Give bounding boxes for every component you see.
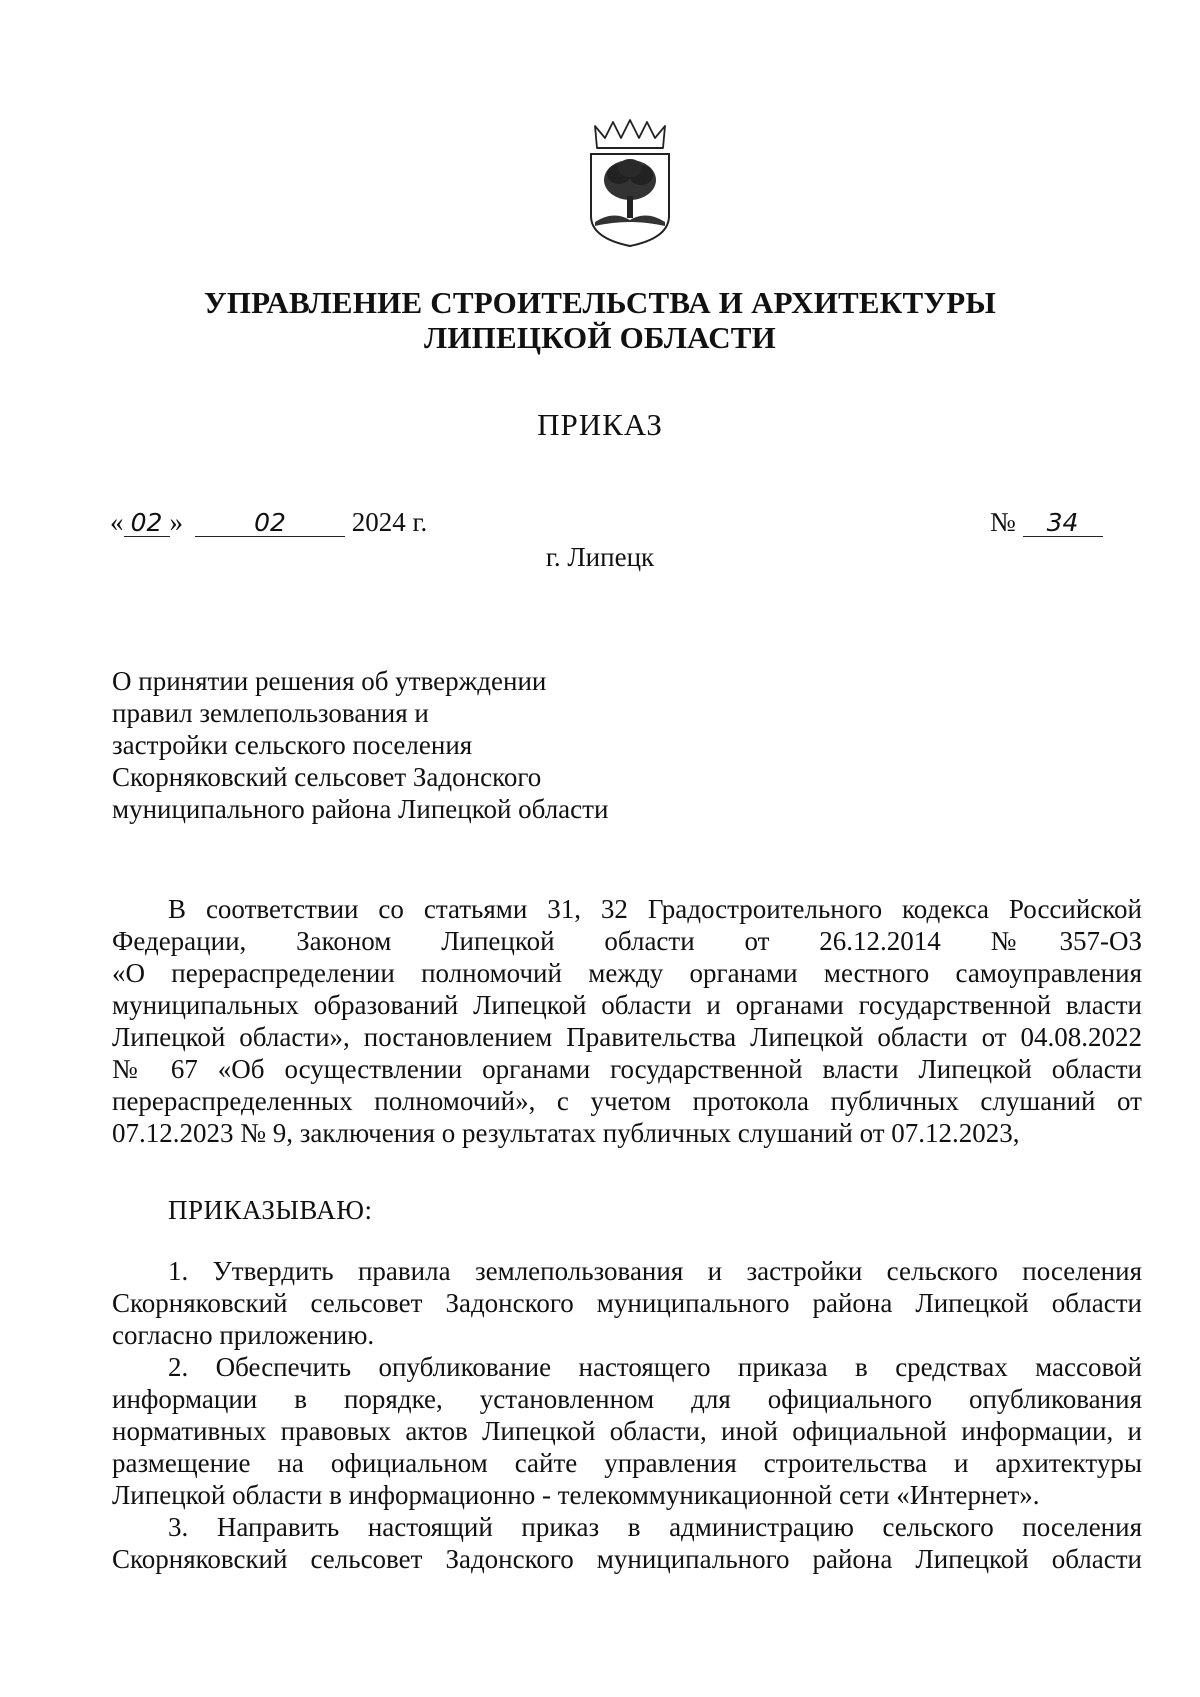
order-word: ПРИКАЗЫВАЮ: [168,1195,373,1225]
item-2-line: размещение на официальном сайте управления строительства и архитектуры [112,1448,1142,1478]
subject-line: О принятии решения об утверждении [112,666,547,696]
preamble-line: «О перераспределении полномочий между органами местного самоуправления [112,958,1142,988]
item-2-line: информации в порядке, установленном для официального опубликования [112,1384,1142,1414]
item-2-line: Липецкой области в информационно - телекоммуникационной сети «Интернет». [112,1480,1040,1510]
number-prefix: № [990,507,1016,537]
coat-of-arms-icon [585,118,675,248]
preamble-line: муниципальных образований Липецкой области и органами государственной власти [112,990,1142,1020]
date-close-quote: » [169,507,183,537]
document-date [110,507,427,538]
document-type-title: ПРИКАЗ [537,407,663,442]
preamble-line: Федерации, Законом Липецкой области от 26.12.2014 №357-ОЗ [112,926,1142,956]
document-city: г. Липецк [545,542,655,572]
subject-line: Скорняковский сельсовет Задонского [112,762,542,792]
item-1-line: 1. Утвердить правила землепользования и застройки сельского поселения [168,1256,1142,1286]
organization-name-line-1: УПРАВЛЕНИЕ СТРОИТЕЛЬСТВА И АРХИТЕКТУРЫ [203,285,997,320]
preamble-line: 07.12.2023 № 9, заключения о результатах публичных слушаний от 07.12.2023, [112,1118,1020,1148]
preamble-line: В соответствии со статьями 31, 32 Градостроительного кодекса Российской [168,894,1142,924]
date-month-handwritten: 02 [195,510,345,537]
number-value-handwritten: 34 [1023,510,1103,537]
item-1-line: согласно приложению. [112,1320,375,1350]
item-3-line: 3. Направить настоящий приказ в администрацию сельского поселения [168,1512,1142,1542]
item-1-line: Скорняковский сельсовет Задонского муниципального района Липецкой области [112,1288,1142,1318]
preamble-line: № 67 «Об осуществлении органами государственной власти Липецкой области [112,1054,1142,1084]
date-open-quote: « [110,507,124,537]
preamble-line: перераспределенных полномочий», с учетом протокола публичных слушаний от [112,1086,1142,1116]
item-2-line: нормативных правовых актов Липецкой области, иной официальной информации, и [112,1416,1142,1446]
organization-name-line-2: ЛИПЕЦКОЙ ОБЛАСТИ [424,320,776,355]
order-items [112,1255,1142,1575]
subject-line: муниципального района Липецкой области [112,794,609,824]
date-year: 2024 г. [351,507,428,537]
document-subject [112,665,608,825]
subject-line: правил землепользования и [112,698,429,728]
document-number [990,507,1103,538]
item-3-line: Скорняковский сельсовет Задонского муниципального района Липецкой области [112,1544,1142,1574]
preamble-line: Липецкой области», постановлением Правительства Липецкой области от 04.08.2022 [112,1022,1142,1052]
preamble-paragraph [112,893,1142,1149]
subject-line: застройки сельского поселения [112,730,473,760]
item-2-line: 2. Обеспечить опубликование настоящего приказа в средствах массовой [168,1352,1142,1382]
date-day-handwritten: 02 [124,510,170,537]
